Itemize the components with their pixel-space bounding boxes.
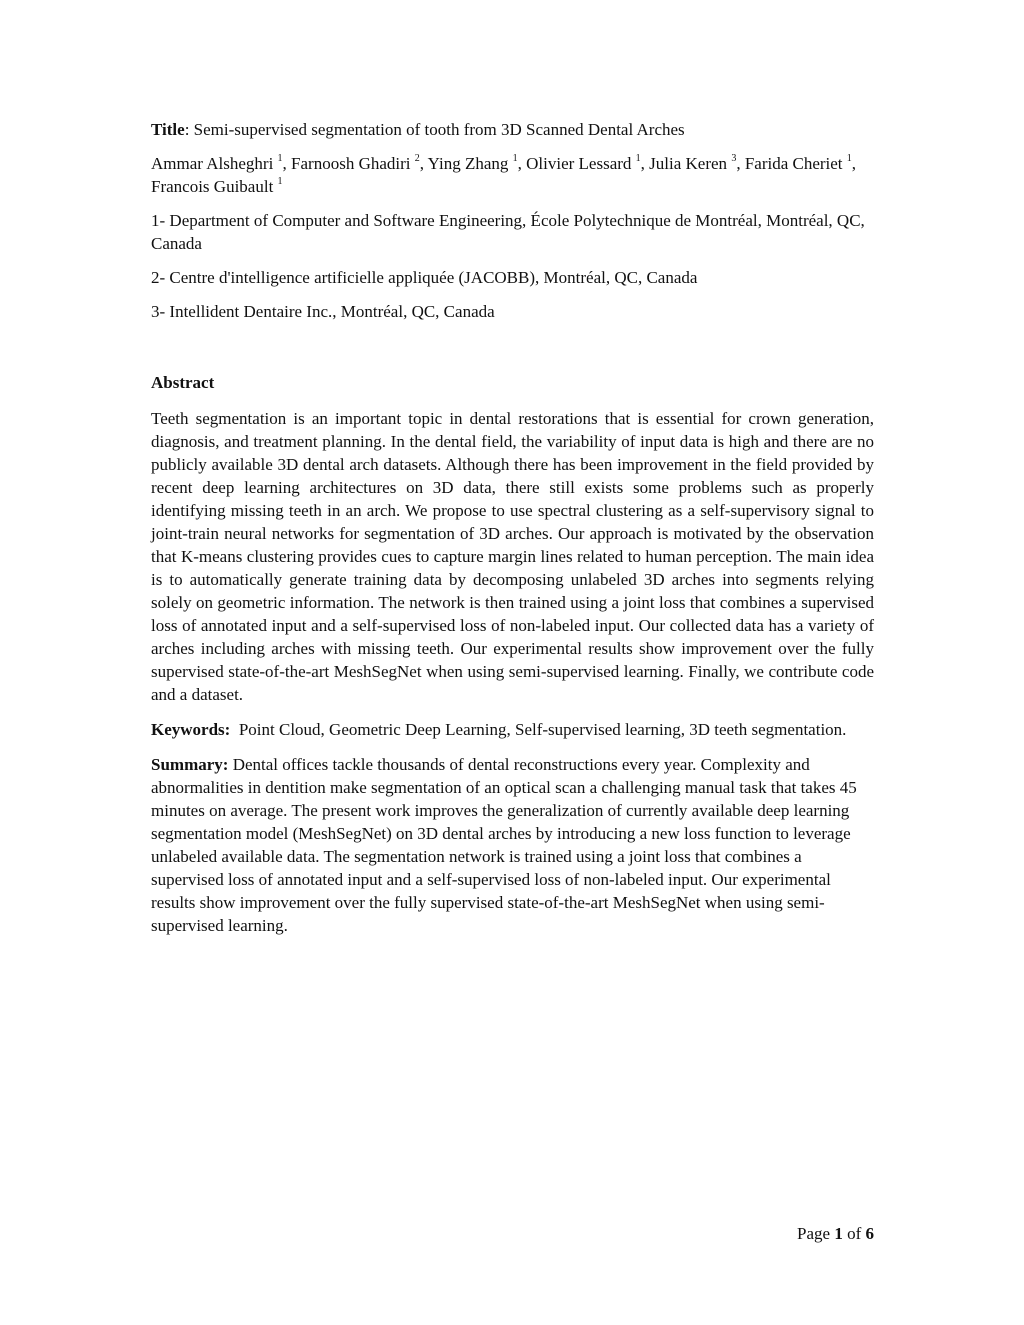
author: Ammar Alsheghri $^1$, — [151, 153, 292, 173]
author: Ying Zhang $^1$, — [427, 153, 527, 173]
affiliation: 1- Department of Computer and Software Engineering, École Polytechnique de Montréal, Montréal, QC, Canada — [151, 211, 865, 253]
title-text: : Semi-supervised segmentation of tooth from 3D Scanned Dental Arches — [184, 120, 685, 139]
author: Francois Guibault $^1$ — [151, 176, 283, 196]
author: Julia Keren $^3$, — [649, 153, 745, 173]
abstract-heading: Abstract — [151, 373, 215, 392]
page-content — [151, 118, 874, 937]
affiliation: 2- Centre d'intelligence artificielle appliquée (JACOBB), Montréal, QC, Canada — [151, 268, 698, 287]
summary-text: Dental offices tackle thousands of dental reconstructions every year. Complexity and abnormalities in dentition make segmentation of an optical scan a challenging manual task that takes 45 minutes on average. The present work improves the generalization of currently available deep learning segmentation model (MeshSegNet) on 3D dental arches by introducing a new loss function to leverage unlabeled available data. The segmentation network is trained using a joint loss that combines a supervised loss of annotated input and a self-supervised loss of non-labeled input. Our experimental results show improvement over the fully supervised state-of-the-art MeshSegNet when using semi-supervised learning. — [151, 755, 857, 935]
summary — [151, 753, 874, 937]
paper-title — [151, 118, 874, 141]
author: Olivier Lessard $^1$, — [526, 153, 650, 173]
keywords-label: Keywords: — [151, 720, 231, 739]
author-list — [151, 152, 874, 198]
author: Farida Cheriet $^1$, — [744, 153, 857, 173]
keywords — [151, 718, 874, 741]
author: Farnoosh Ghadiri $^2$, — [291, 153, 428, 173]
summary-label: Summary: — [151, 755, 229, 774]
affiliation: 3- Intellident Dentaire Inc., Montréal, QC, Canada — [151, 302, 495, 321]
abstract-body: Teeth segmentation is an important topic in dental restorations that is essential for crown generation, diagnosis, and treatment planning. In the dental field, the variability of input data is high and there are no publicly available 3D dental arch datasets. Although there has been improvement in the field provided by recent deep learning architectures on 3D data, there still exists some problems such as properly identifying missing teeth in an arch. We propose to use spectral clustering as a self-supervisory signal to joint-train neural networks for segmentation of 3D arches. Our approach is motivated by the observation that K-means clustering provides cues to capture margin lines related to human perception. The main idea is to automatically generate training data by decomposing unlabeled 3D arches into segments relying solely on geometric information. The network is then trained using a joint loss that combines a supervised loss of annotated input and a self-supervised loss of non-labeled input. Our collected data has a variety of arches including arches with missing teeth. Our experimental results show improvement over the fully supervised state-of-the-art MeshSegNet when using semi-supervised learning. Finally, we contribute code and a dataset. — [151, 409, 874, 704]
title-label: Title — [151, 120, 185, 139]
keywords-text: Point Cloud, Geometric Deep Learning, Self-supervised learning, 3D teeth segmentation. — [238, 720, 847, 739]
page-number: Page 1 of 6 — [797, 1224, 874, 1243]
